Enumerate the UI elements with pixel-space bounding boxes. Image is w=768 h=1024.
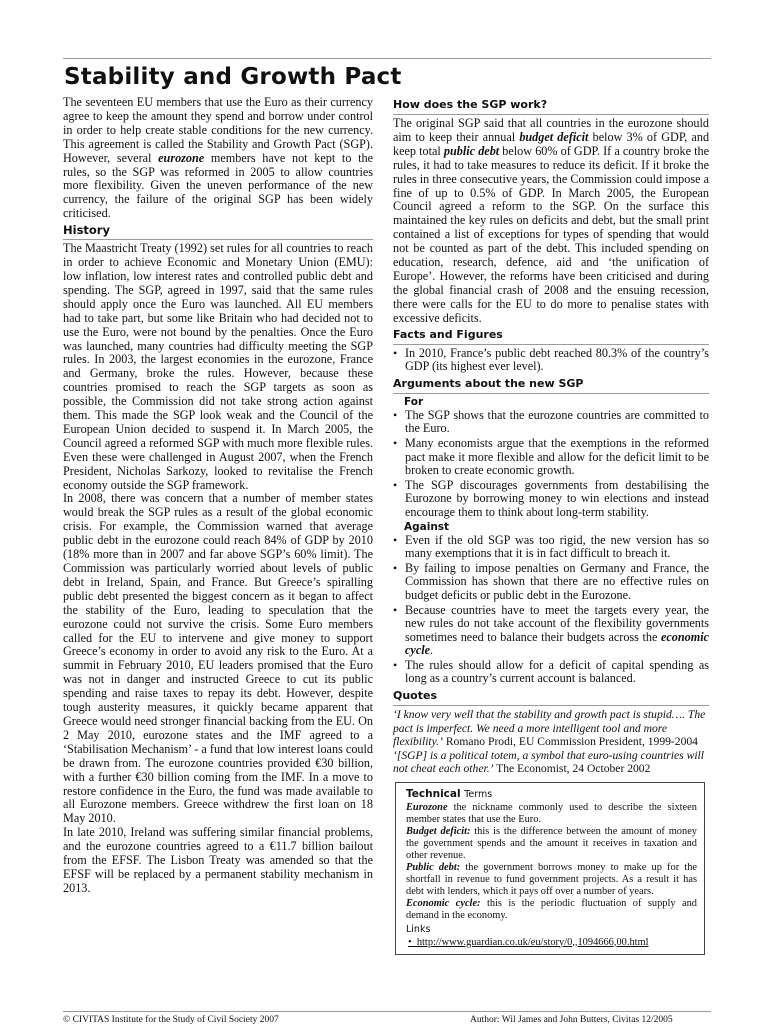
history-paragraph-1: The Maastricht Treaty (1992) set rules for all countries to reach in order to achieve Economic and Monetary Union (EMU): low inflation, low interest rates and controlled public debt and spending. The SGP, agreed in 1997, said that the same rules should apply once the Euro was launched. All EU members had to take part, but some like Britain who had decided not to use the Euro, were not bound by the penalties. Once the Euro was launched, many countries had difficulty meeting the SGP rules. In 2003, the largest economies in the eurozone, France and Germany, broke the rules. However, because these countries promised to reach the SGP targets as soon as possible, the Commission did not take strong action against them. This made the SGP look weak and the Council of the European Union decided to suspend it. In March 2005, the Council agreed a reformed SGP with much more flexible rules. Even these were challenged in August 2007, when the French President, Nicholas Sarkozy, looked to revitalise the French economy outside the SGP framework. xyxy=(63,241,373,492)
list-item: • The SGP discourages governments from destabilising the Eurozone by borrowing money to win elections and instead encourage them to think about long-term stability. xyxy=(393,479,709,520)
page-title: Stability and Growth Pact xyxy=(64,64,402,90)
list-item: • The rules should allow for a deficit of capital spending as long as a country’s current account is balanced. xyxy=(393,659,709,686)
guardian-link[interactable]: • http://www.guardian.co.uk/eu/story/0,,1094666,00.html xyxy=(408,936,649,948)
for-list xyxy=(393,409,709,520)
left-column xyxy=(63,96,373,896)
list-item: • In 2010, France’s public debt reached 80.3% of the country’s GDP (its highest ever level). xyxy=(393,347,709,374)
technical-terms-box xyxy=(395,782,705,955)
footer-rule xyxy=(63,1011,711,1012)
against-label: Against xyxy=(404,520,450,533)
term-budget-deficit: Budget deficit: this is the difference between the amount of money the government spends and the amount it receives in taxation and other revenue. xyxy=(406,825,697,861)
list-item: • The SGP shows that the eurozone countries are committed to the Euro. xyxy=(393,409,709,436)
quote-economist: ‘[SGP] is a political totem, a symbol that euro-using countries will not cheat each other.’ The Economist, 24 October 2002 xyxy=(393,748,704,776)
for-label: For xyxy=(404,395,424,408)
history-paragraph-3: In late 2010, Ireland was suffering similar financial problems, and the eurozone countries agreed to a €11.7 billion bailout from the EFSF. The Lisbon Treaty was amended so that the EFSF will be replaced by a permanent stability mechanism in 2013. xyxy=(63,825,373,895)
facts-heading: Facts and Figures xyxy=(393,326,709,345)
right-column xyxy=(393,96,709,955)
bullet-icon: • xyxy=(408,936,417,948)
against-list xyxy=(393,534,709,687)
list-item: • By failing to impose penalties on Germany and France, the Commission has shown that there are no effective rules on budget deficits or public debt in the Eurozone. xyxy=(393,562,709,603)
technical-terms-heading: Technical Terms xyxy=(406,787,493,800)
history-paragraph-2: In 2008, there was concern that a number of member states would break the SGP rules as a result of the global economic crisis. For example, the Commission warned that average public debt in the eurozone could reach 84% of GDP by 2010 (18% more than in 2007 and far above SGP’s 60% limit). The Commission was particularly worried about levels of public debt in Ireland, Spain, and France. But Greece’s spiralling public debt presented the biggest concern as it began to affect the stability of the Euro, leading to speculation that the eurozone could not survive the crisis. Some Euro members called for the EU to intervene and give money to support Greece’s economy in order to avoid any risk to the Euro. At a summit in February 2010, EU leaders promised that the Euro was not in danger and instructed Greece to cut its public spending and raise taxes to repay its debt. However, despite tough austerity measures, it quickly became apparent that Greece would need stronger financial backing from the EU. On 2 May 2010, eurozone states and the IMF agreed to a ‘Stabilisation Mechanism’ - a fund that low interest loans could be drawn from. The eurozone countries provided €30 billion, with a further €30 billion coming from the IMF. In a move to restore confidence in the Euro, the fund was made available to all Eurozone members. Greece withdrew the first loan on 18 May 2010. xyxy=(63,491,373,826)
links-label: Links xyxy=(406,923,431,935)
list-item: • Because countries have to meet the targets every year, the new rules do not take account of the flexibility governments sometimes need to balance their budgets across the economic cycle. xyxy=(393,604,709,658)
history-heading: History xyxy=(63,221,373,240)
footer-author: Author: Wil James and John Butters, Civitas 12/2005 xyxy=(470,1015,673,1024)
list-item: • Many economists argue that the exemptions in the reformed pact make it more flexible and allow for the deficit limit to be broken to create economic growth. xyxy=(393,437,709,478)
term-eurozone: Eurozone the nickname commonly used to describe the sixteen member states that use the Euro. xyxy=(406,801,697,825)
quote-prodi: ‘I know very well that the stability and growth pact is stupid…. The pact is imperfect. We need a more intelligent tool and more flexibility.’ Romano Prodi, EU Commission President, 1999-2004 xyxy=(393,708,706,749)
arguments-heading: Arguments about the new SGP xyxy=(393,375,709,394)
list-item: • Even if the old SGP was too rigid, the new version has so many exemptions that it is in fact difficult to breach it. xyxy=(393,534,709,561)
term-economic-cycle: Economic cycle: this is the periodic fluctuation of supply and demand in the economy. xyxy=(406,898,697,922)
how-heading: How does the SGP work? xyxy=(393,96,709,115)
footer-copyright: © CIVITAS Institute for the Study of Civil Society 2007 xyxy=(63,1015,279,1024)
facts-list xyxy=(393,347,709,374)
how-paragraph: The original SGP said that all countries in the eurozone should aim to keep their annual budget deficit below 3% of GDP, and keep total public debt below 60% of GDP. If a country broke the rules, it had to take measures to reduce its deficit. If it broke the rules in three consecutive years, the Commission could impose a fine of up to 0.5% of GDP. In March 2005, the European Council agreed a reform to the SGP. On the surface this maintained the key rules on deficits and debt, but the small print contained a list of exceptions for types of spending that would not be counted as part of the debt. This included spending on education, research, defence, aid and ‘the unification of Europe’. However, the reforms have been criticised and during the global financial crash of 2008 and the ensuing recession, there were calls for the EU to do more to penalise states with excessive deficits. xyxy=(393,116,710,325)
quotes-heading: Quotes xyxy=(393,687,709,706)
intro-paragraph: The seventeen EU members that use the Euro as their currency agree to keep the amount they spend and borrow under control in order to help create stable conditions for the new currency. This agreement is called the Stability and Growth Pact (SGP). However, several eurozone members have not kept to the rules, so the SGP was reformed in 2005 to allow countries more flexibility. Given the uneven performance of the new currency, the failure of the original SGP has been widely criticised. xyxy=(63,95,373,221)
term-public-debt: Public debt: the government borrows money to make up for the shortfall in revenue to fund government projects. As a result it has debt with lenders, which it pays off over a number of years. xyxy=(406,862,697,898)
top-rule xyxy=(63,58,711,59)
